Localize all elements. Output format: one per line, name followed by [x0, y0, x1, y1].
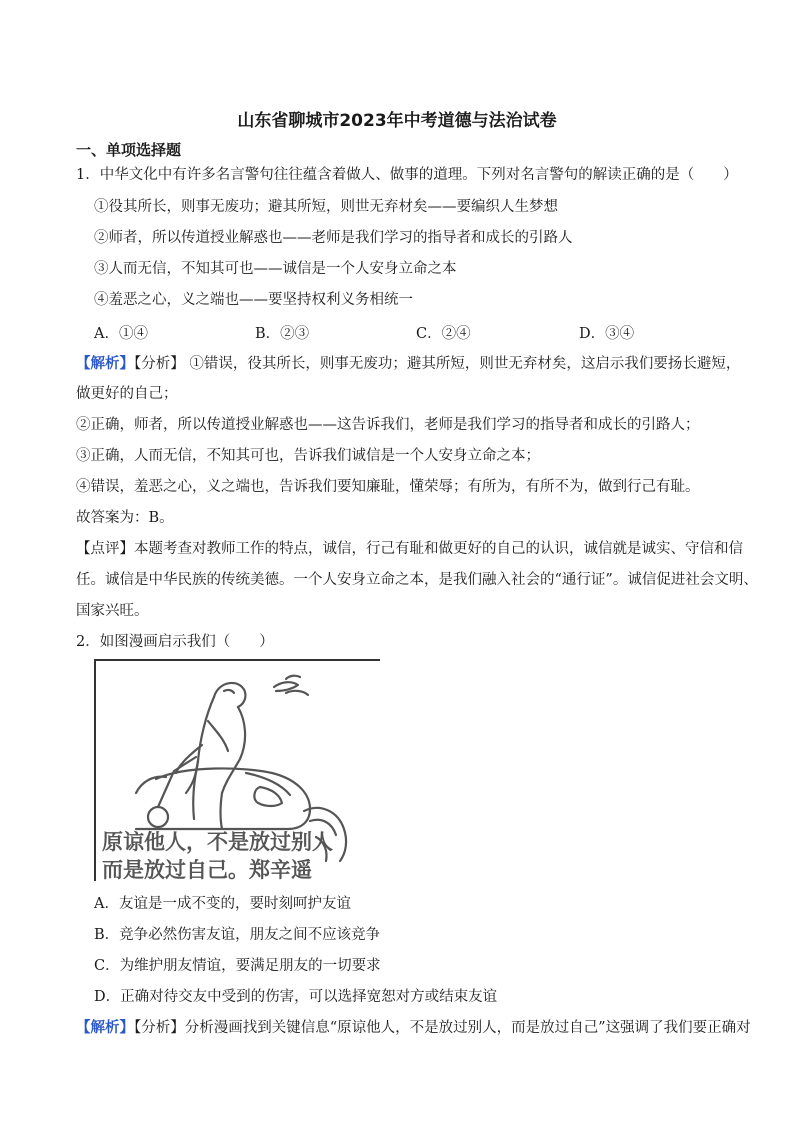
- q1-item-4: ④羞恶之心，义之端也——要坚持权利义务相统一: [94, 292, 413, 308]
- q2-option-c: C．为维护朋友情谊，要满足朋友的一切要求: [94, 958, 381, 974]
- q1-analysis-line-4: ③正确，人而无信，不知其可也，告诉我们诚信是一个人安身立命之本；: [76, 448, 540, 464]
- q2-option-a: A．友谊是一成不变的，要时刻呵护友谊: [94, 896, 351, 912]
- q2-option-d: D．正确对待交友中受到的伤害，可以选择宽恕对方或结束友谊: [94, 989, 498, 1005]
- q1-option-a: A．①④: [94, 326, 148, 342]
- analysis-tag: 【解析】: [76, 1019, 134, 1036]
- analysis-label: 【分析】: [134, 356, 185, 372]
- cartoon-caption-line-2: 而是放过自己。郑辛遥: [102, 858, 312, 882]
- q1-comment-line-2: 任。诚信是中华民族的传统美德。一个人安身立命之本，是我们融入社会的“通行证”。诚信促进社会文明、: [76, 572, 758, 588]
- q2-stem: 2．如图漫画启示我们（ ）: [76, 634, 274, 650]
- q1-option-d: D．③④: [579, 326, 635, 342]
- q1-item-1: ①役其所长，则事无废功；避其所短，则世无弃材矣——要编织人生梦想: [94, 199, 558, 215]
- q1-stem: 1．中华文化中有许多名言警句往往蕴含着做人、做事的道理。下列对名言警句的解读正确的是（ ）: [76, 167, 738, 183]
- q1-option-c: C．②④: [416, 326, 471, 342]
- cartoon-image: [94, 659, 380, 881]
- page-title: 山东省聊城市2023年中考道德与法治试卷: [237, 111, 557, 131]
- analysis-text: 【分析】分析漫画找到关键信息“原谅他人，不是放过别人，而是放过自己”这强调了我们要正确对: [134, 1020, 751, 1036]
- cartoon-caption-line-1: 原谅他人，不是放过别人: [102, 830, 333, 854]
- q1-analysis-line-2: 做更好的自己；: [76, 386, 178, 402]
- q1-item-3: ③人而无信，不知其可也——诚信是一个人安身立命之本: [94, 261, 457, 277]
- q1-analysis-line-1: [76, 354, 740, 374]
- q1-comment-line-1: 【点评】本题考查对教师工作的特点，诚信，行己有耻和做更好的自己的认识，诚信就是诚实、守信和信: [76, 541, 743, 557]
- q1-comment-line-3: 国家兴旺。: [76, 603, 149, 619]
- q2-analysis-line-1: [76, 1018, 751, 1038]
- q1-item-2: ②师者，所以传道授业解惑也——老师是我们学习的指导者和成长的引路人: [94, 230, 573, 246]
- analysis-text: ①错误，役其所长，则事无废功；避其所短，则世无弃材矣，这启示我们要扬长避短，: [184, 356, 741, 372]
- q1-analysis-line-3: ②正确，师者，所以传道授业解惑也——这告诉我们，老师是我们学习的指导者和成长的引路人；: [76, 417, 700, 433]
- q1-option-b: B．②③: [255, 326, 310, 342]
- q1-answer: 故答案为：B。: [76, 510, 174, 526]
- q2-option-b: B．竞争必然伤害友谊，朋友之间不应该竞争: [94, 927, 381, 943]
- analysis-tag: 【解析】: [76, 355, 134, 372]
- q1-analysis-line-5: ④错误，羞恶之心，义之端也，告诉我们要知廉耻，懂荣辱；有所为，有所不为，做到行己有耻。: [76, 479, 700, 495]
- section-heading: 一、单项选择题: [76, 141, 182, 159]
